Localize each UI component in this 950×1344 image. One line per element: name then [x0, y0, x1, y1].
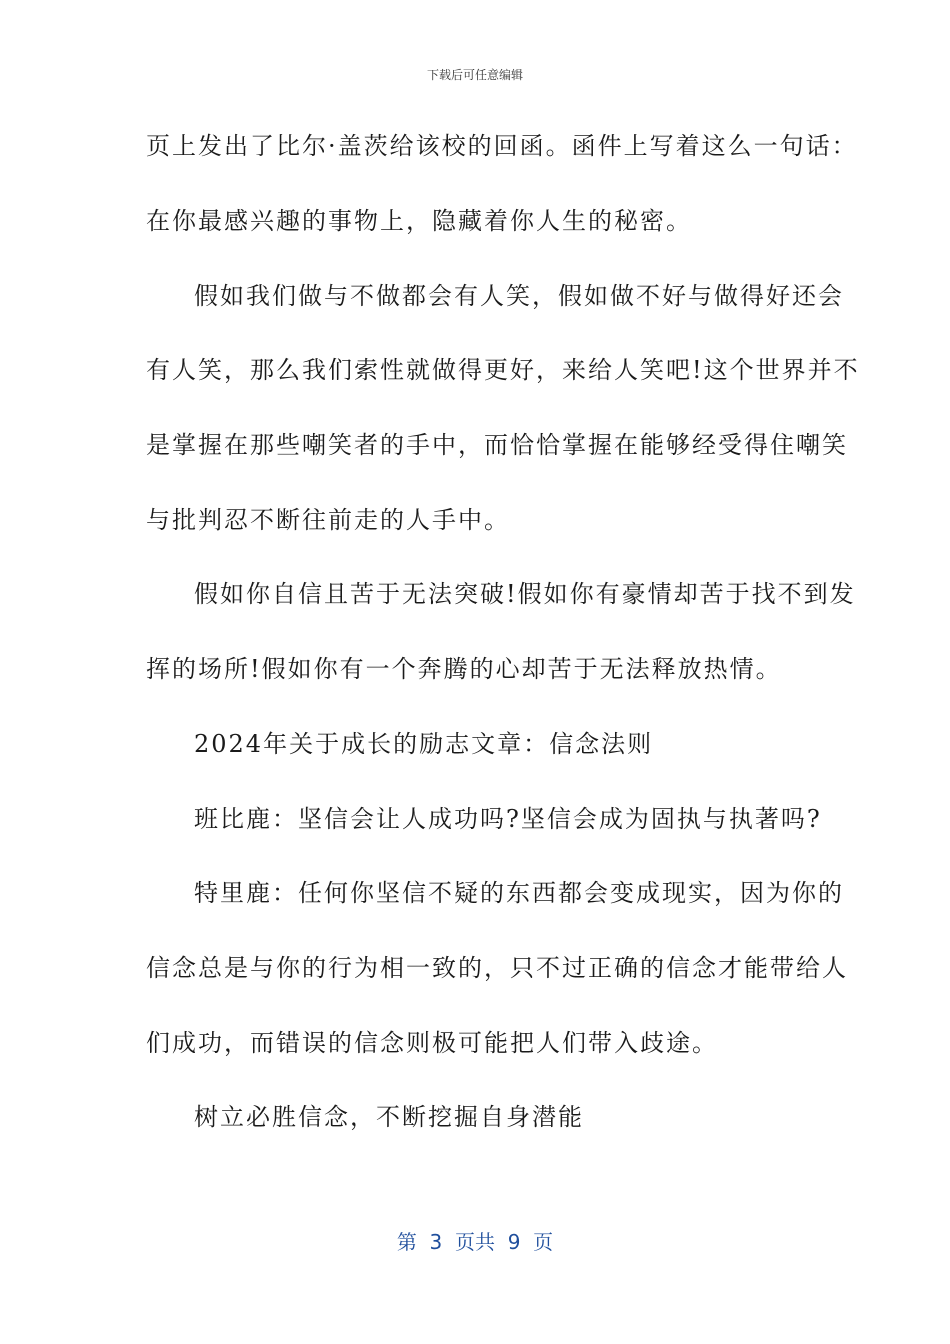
paragraph-first-line: 树立必胜信念，不断挖掘自身潜能: [194, 1103, 584, 1131]
text-line: 信念总是与你的行为相一致的，只不过正确的信念才能带给人: [146, 954, 848, 982]
paragraph-first-line: 假如你自信且苦于无法突破!假如你有豪情却苦于找不到发: [194, 580, 856, 608]
section-title: 2024年关于成长的励志文章：信念法则: [194, 730, 654, 758]
paragraph-first-line: 班比鹿：坚信会让人成功吗?坚信会成为固执与执著吗?: [194, 805, 822, 833]
text-line: 们成功，而错误的信念则极可能把人们带入歧途。: [146, 1029, 718, 1057]
page-number-footer: 第 3 页共 9 页: [396, 1230, 554, 1254]
page-header-note: 下载后可任意编辑: [426, 68, 523, 82]
text-line: 是掌握在那些嘲笑者的手中，而恰恰掌握在能够经受得住嘲笑: [146, 431, 848, 459]
paragraph-first-line: 假如我们做与不做都会有人笑，假如做不好与做得好还会: [194, 282, 844, 310]
text-line: 有人笑，那么我们索性就做得更好，来给人笑吧!这个世界并不: [146, 356, 860, 384]
text-line: 在你最感兴趣的事物上，隐藏着你人生的秘密。: [146, 207, 692, 235]
paragraph-first-line: 特里鹿：任何你坚信不疑的东西都会变成现实，因为你的: [194, 879, 844, 907]
text-line: 与批判忍不断往前走的人手中。: [146, 506, 510, 534]
text-line: 页上发出了比尔·盖茨给该校的回函。函件上写着这么一句话：: [146, 132, 858, 160]
text-line: 挥的场所!假如你有一个奔腾的心却苦于无法释放热情。: [146, 655, 782, 683]
